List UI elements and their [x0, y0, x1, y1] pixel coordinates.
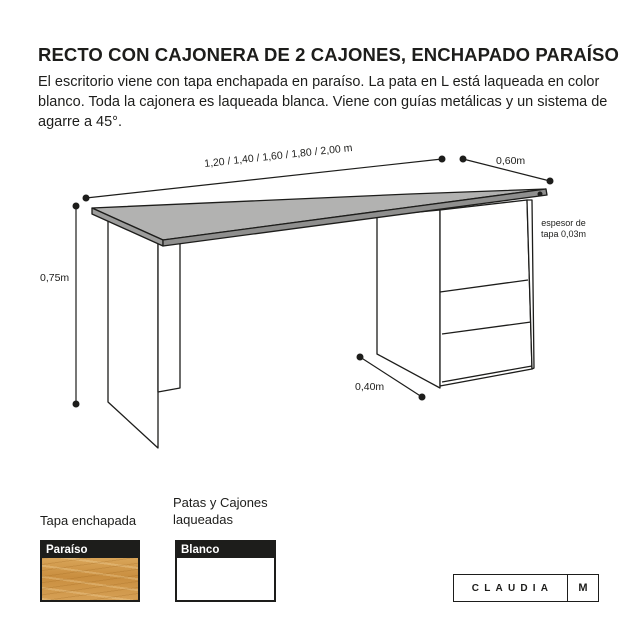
width-dimension-start-dot — [83, 195, 90, 202]
finish-label-legs-line1: Patas y Cajones — [173, 495, 268, 510]
depth-dimension-label: 0,60m — [496, 155, 526, 167]
finish-label-legs — [173, 494, 268, 528]
swatch-blanco-name: Blanco — [177, 542, 274, 558]
swatch-paraiso-name: Paraíso — [42, 542, 138, 558]
drawer-depth-dimension-label: 0,40m — [355, 381, 385, 393]
depth-dimension-end-dot — [547, 178, 554, 185]
height-dimension-end-dot — [73, 401, 80, 408]
drawer-depth-end-dot — [419, 394, 426, 401]
right-leg-panel — [377, 210, 440, 388]
thickness-label-line1: espesor de — [541, 218, 586, 228]
width-dimension-end-dot — [439, 156, 446, 163]
wood-texture-swatch — [42, 558, 138, 600]
thickness-label-line2: tapa 0,03m — [541, 229, 587, 239]
thickness-label — [541, 218, 586, 240]
finish-label-top: Tapa enchapada — [40, 513, 137, 528]
thickness-indicator-dot — [538, 192, 543, 197]
product-description: El escritorio viene con tapa enchapada en paraíso. La pata en L está laqueada en color blanco. Toda la cajonera es laqueada blanca. Viene con guías metálicas y un sistema de agarre a 45°. — [38, 74, 608, 130]
swatch-paraiso — [40, 540, 140, 602]
width-dimension-line — [86, 159, 442, 198]
left-leg-front — [108, 218, 158, 448]
height-dimension-start-dot — [73, 203, 80, 210]
brand-name: CLAUDIA — [471, 582, 554, 594]
left-leg-side — [158, 236, 180, 392]
product-title: RECTO CON CAJONERA DE 2 CAJONES, ENCHAPADO PARAÍSO — [38, 44, 619, 65]
brand-logo — [453, 574, 599, 602]
white-swatch-body — [177, 558, 274, 600]
swatch-blanco — [175, 540, 276, 602]
drawer-unit-front — [440, 200, 532, 386]
depth-dimension-start-dot — [460, 156, 467, 163]
drawer-depth-start-dot — [357, 354, 364, 361]
height-dimension-label: 0,75m — [40, 272, 70, 284]
finish-label-legs-line2: laqueadas — [173, 512, 233, 527]
width-dimension-label: 1,20 / 1,40 / 1,60 / 1,80 / 2,00 m — [203, 141, 353, 170]
brand-mark: M — [567, 575, 598, 601]
